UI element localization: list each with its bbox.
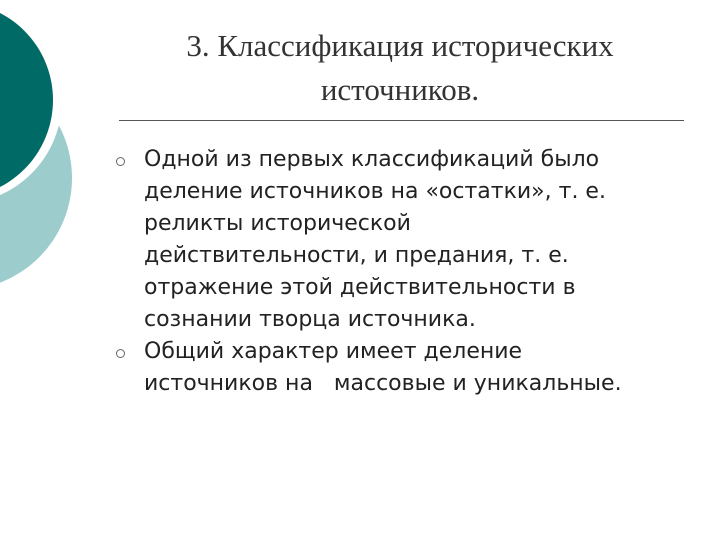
bullet-text-line: отражение этой действительности в [144,275,576,300]
hollow-circle-bullet-icon [116,349,125,358]
bullet-text-line: Одной из первых классификаций было [144,147,600,172]
bullet-text-line: источников на массовые и уникальные. [144,371,622,396]
bullet-item [112,336,702,400]
bullet-text-line: сознании творца источника. [144,307,476,332]
hollow-circle-bullet-icon [116,157,125,166]
title-line: источников. [320,72,480,107]
bullet-text-line: реликты исторической [144,211,411,236]
slide-title [120,24,680,112]
title-divider [119,120,684,121]
bullet-text-line: Общий характер имеет деление [144,339,523,364]
decorative-circles [0,0,110,300]
bullet-text-line: действительности, и предания, т. е. [144,243,569,268]
bullet-text-line: деление источников на «остатки», т. е. [144,179,606,204]
bullet-item [112,144,702,336]
title-line: 3. Классификация исторических [186,28,614,63]
bullet-list [112,144,702,400]
